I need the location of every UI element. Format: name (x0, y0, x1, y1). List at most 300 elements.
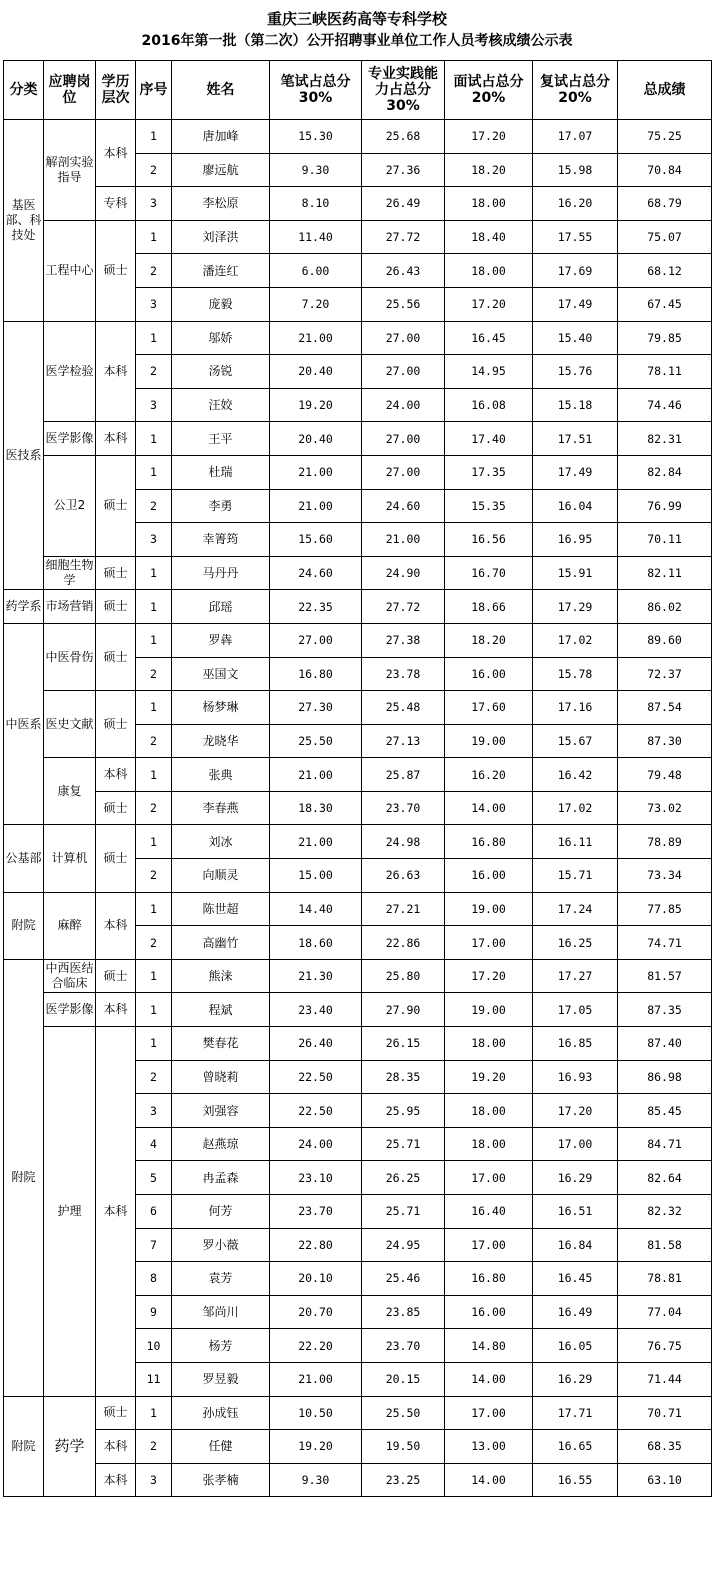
total-score-cell: 82.64 (618, 1161, 712, 1195)
practice-score-cell: 25.68 (362, 120, 445, 154)
total-score-cell: 84.71 (618, 1127, 712, 1161)
seq-cell: 10 (136, 1329, 172, 1363)
name-cell: 王平 (172, 422, 270, 456)
name-cell: 李松原 (172, 187, 270, 221)
header-row (4, 61, 712, 120)
name-cell: 幸箐筠 (172, 523, 270, 557)
name-cell: 高幽竹 (172, 926, 270, 960)
education-cell: 硕士 (96, 590, 136, 624)
retest-score-cell: 17.24 (533, 892, 618, 926)
name-cell: 罗昱毅 (172, 1362, 270, 1396)
retest-score-cell: 16.05 (533, 1329, 618, 1363)
seq-cell: 5 (136, 1161, 172, 1195)
written-score-cell: 19.20 (270, 1430, 362, 1464)
interview-score-cell: 16.56 (445, 523, 533, 557)
practice-score-cell: 26.25 (362, 1161, 445, 1195)
seq-cell: 2 (136, 724, 172, 758)
name-cell: 汪姣 (172, 388, 270, 422)
name-cell: 杜瑞 (172, 455, 270, 489)
table-row (4, 791, 712, 825)
interview-score-cell: 15.35 (445, 489, 533, 523)
seq-cell: 2 (136, 1430, 172, 1464)
practice-score-cell: 27.72 (362, 220, 445, 254)
seq-cell: 1 (136, 590, 172, 624)
practice-score-cell: 27.00 (362, 422, 445, 456)
name-cell: 赵燕琼 (172, 1127, 270, 1161)
header-name: 姓名 (172, 61, 270, 120)
title-block (0, 0, 714, 60)
practice-score-cell: 24.95 (362, 1228, 445, 1262)
name-cell: 杨芳 (172, 1329, 270, 1363)
name-cell: 庞毅 (172, 287, 270, 321)
seq-cell: 2 (136, 489, 172, 523)
interview-score-cell: 14.80 (445, 1329, 533, 1363)
practice-score-cell: 26.63 (362, 859, 445, 893)
written-score-cell: 23.70 (270, 1195, 362, 1229)
name-cell: 向顺灵 (172, 859, 270, 893)
practice-score-cell: 26.43 (362, 254, 445, 288)
seq-cell: 6 (136, 1195, 172, 1229)
retest-score-cell: 16.85 (533, 1027, 618, 1061)
written-score-cell: 22.20 (270, 1329, 362, 1363)
name-cell: 张孝楠 (172, 1463, 270, 1497)
table-row (4, 1027, 712, 1061)
total-score-cell: 74.46 (618, 388, 712, 422)
education-cell: 硕士 (96, 220, 136, 321)
seq-cell: 1 (136, 691, 172, 725)
education-cell: 本科 (96, 1027, 136, 1397)
retest-score-cell: 16.65 (533, 1430, 618, 1464)
position-cell: 药学 (44, 1396, 96, 1497)
position-cell: 细胞生物学 (44, 556, 96, 590)
written-score-cell: 20.10 (270, 1262, 362, 1296)
seq-cell: 2 (136, 926, 172, 960)
retest-score-cell: 16.29 (533, 1161, 618, 1195)
total-score-cell: 70.11 (618, 523, 712, 557)
interview-score-cell: 16.20 (445, 758, 533, 792)
total-score-cell: 68.35 (618, 1430, 712, 1464)
seq-cell: 1 (136, 959, 172, 993)
name-cell: 唐加峰 (172, 120, 270, 154)
total-score-cell: 81.58 (618, 1228, 712, 1262)
category-cell: 附院 (4, 959, 44, 1396)
retest-score-cell: 16.04 (533, 489, 618, 523)
total-score-cell: 89.60 (618, 623, 712, 657)
seq-cell: 3 (136, 187, 172, 221)
interview-score-cell: 17.00 (445, 1161, 533, 1195)
total-score-cell: 68.79 (618, 187, 712, 221)
name-cell: 李春燕 (172, 791, 270, 825)
education-cell: 硕士 (96, 556, 136, 590)
retest-score-cell: 17.69 (533, 254, 618, 288)
education-cell: 本科 (96, 321, 136, 422)
total-score-cell: 82.11 (618, 556, 712, 590)
total-score-cell: 63.10 (618, 1463, 712, 1497)
written-score-cell: 22.50 (270, 1060, 362, 1094)
education-cell: 硕士 (96, 1396, 136, 1430)
retest-score-cell: 16.42 (533, 758, 618, 792)
header-interview: 面试占总分20% (445, 61, 533, 120)
total-score-cell: 75.25 (618, 120, 712, 154)
name-cell: 孙成钰 (172, 1396, 270, 1430)
written-score-cell: 21.00 (270, 1362, 362, 1396)
category-cell: 公基部 (4, 825, 44, 892)
written-score-cell: 22.80 (270, 1228, 362, 1262)
table-row (4, 120, 712, 154)
table-row (4, 321, 712, 355)
written-score-cell: 22.50 (270, 1094, 362, 1128)
position-cell: 中医骨伤 (44, 623, 96, 690)
written-score-cell: 20.40 (270, 355, 362, 389)
total-score-cell: 87.40 (618, 1027, 712, 1061)
practice-score-cell: 28.35 (362, 1060, 445, 1094)
total-score-cell: 68.12 (618, 254, 712, 288)
practice-score-cell: 24.98 (362, 825, 445, 859)
seq-cell: 2 (136, 791, 172, 825)
practice-score-cell: 27.36 (362, 153, 445, 187)
table-row (4, 455, 712, 489)
practice-score-cell: 25.48 (362, 691, 445, 725)
position-cell: 中西医结合临床 (44, 959, 96, 993)
interview-score-cell: 16.45 (445, 321, 533, 355)
written-score-cell: 21.00 (270, 758, 362, 792)
name-cell: 杨梦琳 (172, 691, 270, 725)
written-score-cell: 25.50 (270, 724, 362, 758)
retest-score-cell: 15.78 (533, 657, 618, 691)
practice-score-cell: 25.80 (362, 959, 445, 993)
table-row (4, 993, 712, 1027)
written-score-cell: 24.00 (270, 1127, 362, 1161)
practice-score-cell: 27.90 (362, 993, 445, 1027)
retest-score-cell: 17.27 (533, 959, 618, 993)
name-cell: 汤锐 (172, 355, 270, 389)
written-score-cell: 19.20 (270, 388, 362, 422)
seq-cell: 3 (136, 523, 172, 557)
header-position: 应聘岗位 (44, 61, 96, 120)
interview-score-cell: 18.00 (445, 1127, 533, 1161)
seq-cell: 3 (136, 1094, 172, 1128)
interview-score-cell: 14.00 (445, 1362, 533, 1396)
seq-cell: 2 (136, 153, 172, 187)
position-cell: 护理 (44, 1027, 96, 1397)
retest-score-cell: 17.16 (533, 691, 618, 725)
retest-score-cell: 16.25 (533, 926, 618, 960)
header-written: 笔试占总分30% (270, 61, 362, 120)
total-score-cell: 81.57 (618, 959, 712, 993)
table-row (4, 422, 712, 456)
retest-score-cell: 15.67 (533, 724, 618, 758)
education-cell: 本科 (96, 758, 136, 792)
seq-cell: 11 (136, 1362, 172, 1396)
interview-score-cell: 17.35 (445, 455, 533, 489)
practice-score-cell: 25.87 (362, 758, 445, 792)
interview-score-cell: 18.00 (445, 187, 533, 221)
retest-score-cell: 15.71 (533, 859, 618, 893)
table-row (4, 220, 712, 254)
interview-score-cell: 18.00 (445, 254, 533, 288)
retest-score-cell: 16.49 (533, 1295, 618, 1329)
name-cell: 罗犇 (172, 623, 270, 657)
name-cell: 巫国文 (172, 657, 270, 691)
seq-cell: 1 (136, 623, 172, 657)
table-row (4, 758, 712, 792)
retest-score-cell: 16.95 (533, 523, 618, 557)
total-score-cell: 67.45 (618, 287, 712, 321)
practice-score-cell: 23.78 (362, 657, 445, 691)
written-score-cell: 21.00 (270, 455, 362, 489)
name-cell: 龙晓华 (172, 724, 270, 758)
interview-score-cell: 17.20 (445, 120, 533, 154)
retest-score-cell: 15.40 (533, 321, 618, 355)
practice-score-cell: 25.46 (362, 1262, 445, 1296)
practice-score-cell: 25.71 (362, 1127, 445, 1161)
name-cell: 任健 (172, 1430, 270, 1464)
written-score-cell: 21.30 (270, 959, 362, 993)
practice-score-cell: 26.15 (362, 1027, 445, 1061)
written-score-cell: 14.40 (270, 892, 362, 926)
total-score-cell: 75.07 (618, 220, 712, 254)
category-cell: 中医系 (4, 623, 44, 825)
practice-score-cell: 27.72 (362, 590, 445, 624)
retest-score-cell: 15.98 (533, 153, 618, 187)
education-cell: 硕士 (96, 959, 136, 993)
total-score-cell: 86.98 (618, 1060, 712, 1094)
practice-score-cell: 27.38 (362, 623, 445, 657)
seq-cell: 1 (136, 1027, 172, 1061)
interview-score-cell: 16.00 (445, 1295, 533, 1329)
retest-score-cell: 16.84 (533, 1228, 618, 1262)
interview-score-cell: 16.08 (445, 388, 533, 422)
written-score-cell: 18.60 (270, 926, 362, 960)
seq-cell: 2 (136, 355, 172, 389)
name-cell: 邹尚川 (172, 1295, 270, 1329)
position-cell: 医史文献 (44, 691, 96, 758)
practice-score-cell: 24.90 (362, 556, 445, 590)
name-cell: 樊春花 (172, 1027, 270, 1061)
interview-score-cell: 18.00 (445, 1027, 533, 1061)
total-score-cell: 76.99 (618, 489, 712, 523)
total-score-cell: 70.71 (618, 1396, 712, 1430)
name-cell: 程斌 (172, 993, 270, 1027)
practice-score-cell: 27.00 (362, 355, 445, 389)
name-cell: 袁芳 (172, 1262, 270, 1296)
header-total: 总成绩 (618, 61, 712, 120)
written-score-cell: 23.40 (270, 993, 362, 1027)
written-score-cell: 16.80 (270, 657, 362, 691)
retest-score-cell: 17.49 (533, 287, 618, 321)
total-score-cell: 73.34 (618, 859, 712, 893)
retest-score-cell: 16.29 (533, 1362, 618, 1396)
position-cell: 市场营销 (44, 590, 96, 624)
name-cell: 李勇 (172, 489, 270, 523)
seq-cell: 9 (136, 1295, 172, 1329)
interview-score-cell: 14.00 (445, 1463, 533, 1497)
interview-score-cell: 17.00 (445, 926, 533, 960)
retest-score-cell: 16.51 (533, 1195, 618, 1229)
written-score-cell: 27.00 (270, 623, 362, 657)
retest-score-cell: 15.76 (533, 355, 618, 389)
total-score-cell: 78.11 (618, 355, 712, 389)
retest-score-cell: 17.51 (533, 422, 618, 456)
written-score-cell: 24.60 (270, 556, 362, 590)
name-cell: 熊涞 (172, 959, 270, 993)
interview-score-cell: 16.70 (445, 556, 533, 590)
total-score-cell: 82.31 (618, 422, 712, 456)
interview-score-cell: 13.00 (445, 1430, 533, 1464)
practice-score-cell: 24.00 (362, 388, 445, 422)
retest-score-cell: 16.20 (533, 187, 618, 221)
interview-score-cell: 16.80 (445, 825, 533, 859)
retest-score-cell: 16.93 (533, 1060, 618, 1094)
table-row (4, 590, 712, 624)
written-score-cell: 15.60 (270, 523, 362, 557)
name-cell: 邱瑶 (172, 590, 270, 624)
written-score-cell: 11.40 (270, 220, 362, 254)
retest-score-cell: 16.55 (533, 1463, 618, 1497)
seq-cell: 1 (136, 892, 172, 926)
retest-score-cell: 17.71 (533, 1396, 618, 1430)
total-score-cell: 70.84 (618, 153, 712, 187)
table-row (4, 825, 712, 859)
interview-score-cell: 18.00 (445, 1094, 533, 1128)
interview-score-cell: 16.00 (445, 657, 533, 691)
interview-score-cell: 16.80 (445, 1262, 533, 1296)
retest-score-cell: 17.49 (533, 455, 618, 489)
name-cell: 刘强容 (172, 1094, 270, 1128)
total-score-cell: 85.45 (618, 1094, 712, 1128)
position-cell: 工程中心 (44, 220, 96, 321)
header-education: 学历层次 (96, 61, 136, 120)
retest-score-cell: 17.05 (533, 993, 618, 1027)
table-row (4, 1463, 712, 1497)
practice-score-cell: 24.60 (362, 489, 445, 523)
practice-score-cell: 21.00 (362, 523, 445, 557)
interview-score-cell: 14.00 (445, 791, 533, 825)
seq-cell: 3 (136, 388, 172, 422)
position-cell: 麻醉 (44, 892, 96, 959)
interview-score-cell: 18.20 (445, 623, 533, 657)
interview-score-cell: 17.00 (445, 1228, 533, 1262)
position-cell: 医学影像 (44, 993, 96, 1027)
total-score-cell: 73.02 (618, 791, 712, 825)
practice-score-cell: 25.71 (362, 1195, 445, 1229)
name-cell: 潘连红 (172, 254, 270, 288)
seq-cell: 1 (136, 758, 172, 792)
name-cell: 张典 (172, 758, 270, 792)
practice-score-cell: 23.25 (362, 1463, 445, 1497)
table-row (4, 187, 712, 221)
interview-score-cell: 14.95 (445, 355, 533, 389)
total-score-cell: 87.54 (618, 691, 712, 725)
practice-score-cell: 20.15 (362, 1362, 445, 1396)
name-cell: 陈世超 (172, 892, 270, 926)
practice-score-cell: 27.00 (362, 455, 445, 489)
seq-cell: 1 (136, 825, 172, 859)
interview-score-cell: 17.20 (445, 287, 533, 321)
total-score-cell: 72.37 (618, 657, 712, 691)
total-score-cell: 79.85 (618, 321, 712, 355)
seq-cell: 1 (136, 993, 172, 1027)
name-cell: 何芳 (172, 1195, 270, 1229)
education-cell: 本科 (96, 993, 136, 1027)
education-cell: 硕士 (96, 691, 136, 758)
seq-cell: 1 (136, 1396, 172, 1430)
total-score-cell: 71.44 (618, 1362, 712, 1396)
interview-score-cell: 17.20 (445, 959, 533, 993)
seq-cell: 1 (136, 220, 172, 254)
total-score-cell: 77.85 (618, 892, 712, 926)
retest-score-cell: 17.00 (533, 1127, 618, 1161)
retest-score-cell: 17.07 (533, 120, 618, 154)
practice-score-cell: 25.95 (362, 1094, 445, 1128)
written-score-cell: 23.10 (270, 1161, 362, 1195)
seq-cell: 1 (136, 556, 172, 590)
interview-score-cell: 18.66 (445, 590, 533, 624)
education-cell: 本科 (96, 1463, 136, 1497)
retest-score-cell: 17.20 (533, 1094, 618, 1128)
seq-cell: 1 (136, 455, 172, 489)
seq-cell: 2 (136, 1060, 172, 1094)
practice-score-cell: 25.50 (362, 1396, 445, 1430)
written-score-cell: 7.20 (270, 287, 362, 321)
interview-score-cell: 18.40 (445, 220, 533, 254)
education-cell: 本科 (96, 422, 136, 456)
written-score-cell: 27.30 (270, 691, 362, 725)
written-score-cell: 22.35 (270, 590, 362, 624)
name-cell: 罗小薇 (172, 1228, 270, 1262)
total-score-cell: 76.75 (618, 1329, 712, 1363)
header-retest: 复试占总分20% (533, 61, 618, 120)
practice-score-cell: 25.56 (362, 287, 445, 321)
category-cell: 附院 (4, 892, 44, 959)
written-score-cell: 21.00 (270, 321, 362, 355)
interview-score-cell: 17.60 (445, 691, 533, 725)
practice-score-cell: 22.86 (362, 926, 445, 960)
total-score-cell: 74.71 (618, 926, 712, 960)
position-cell: 康复 (44, 758, 96, 825)
table-row (4, 623, 712, 657)
school-title: 重庆三峡医药高等专科学校 (266, 10, 447, 28)
table-row (4, 959, 712, 993)
table-body (4, 120, 712, 1497)
interview-score-cell: 19.00 (445, 724, 533, 758)
interview-score-cell: 16.00 (445, 859, 533, 893)
table-row (4, 556, 712, 590)
table-title: 2016年第一批（第二次）公开招聘事业单位工作人员考核成绩公示表 (141, 33, 573, 49)
header-category: 分类 (4, 61, 44, 120)
header-seq: 序号 (136, 61, 172, 120)
retest-score-cell: 16.11 (533, 825, 618, 859)
written-score-cell: 8.10 (270, 187, 362, 221)
written-score-cell: 21.00 (270, 489, 362, 523)
category-cell: 医技系 (4, 321, 44, 590)
total-score-cell: 77.04 (618, 1295, 712, 1329)
seq-cell: 2 (136, 254, 172, 288)
practice-score-cell: 27.00 (362, 321, 445, 355)
score-table (3, 60, 712, 1497)
position-cell: 解剖实验指导 (44, 120, 96, 221)
retest-score-cell: 15.18 (533, 388, 618, 422)
interview-score-cell: 18.20 (445, 153, 533, 187)
written-score-cell: 10.50 (270, 1396, 362, 1430)
practice-score-cell: 19.50 (362, 1430, 445, 1464)
written-score-cell: 26.40 (270, 1027, 362, 1061)
interview-score-cell: 19.00 (445, 892, 533, 926)
education-cell: 本科 (96, 1430, 136, 1464)
category-cell: 附院 (4, 1396, 44, 1497)
name-cell: 邬娇 (172, 321, 270, 355)
table-row (4, 1430, 712, 1464)
